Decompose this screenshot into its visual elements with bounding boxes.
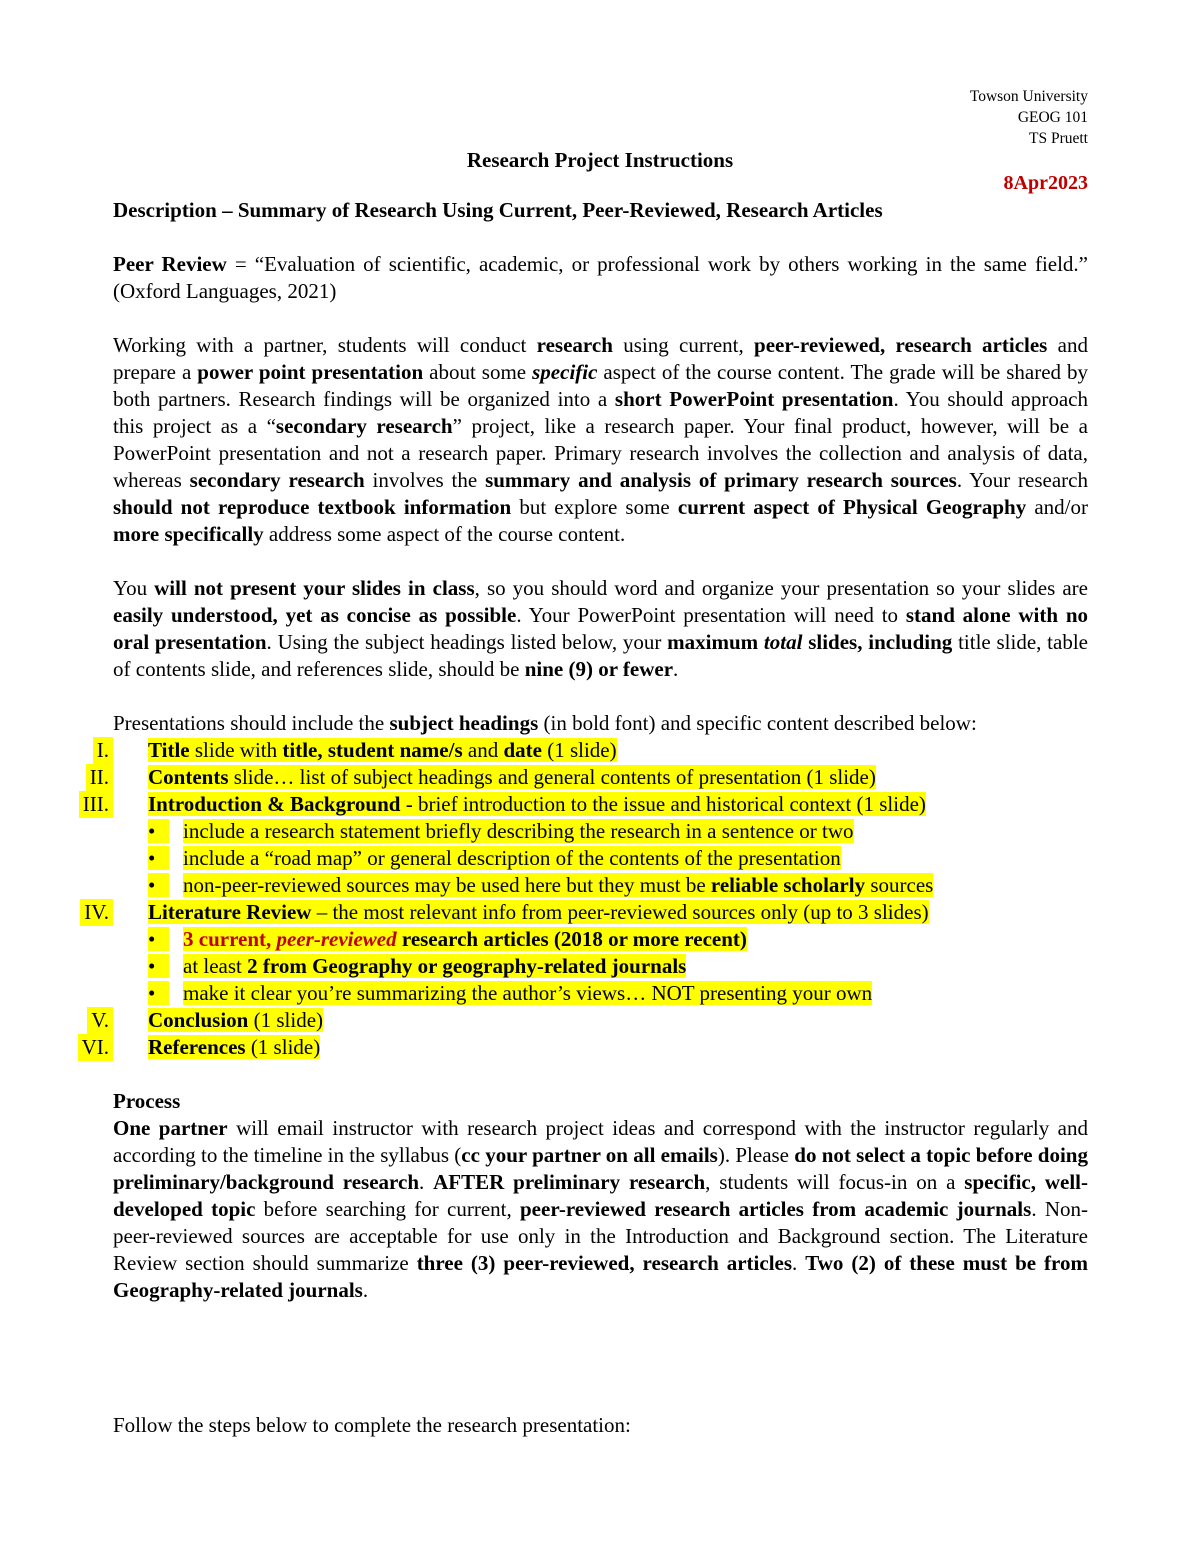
outline-item	[84, 899, 1088, 926]
text-run: slide with	[189, 738, 283, 762]
text-run: , students will focus-in on a	[705, 1170, 965, 1194]
bullet-icon: •	[148, 954, 169, 978]
text-run: (1 slide)	[245, 1035, 321, 1059]
text-run: current aspect of Physical Geography	[677, 495, 1027, 519]
text-run: . Your research	[956, 468, 1088, 492]
outline-bullet	[113, 872, 1088, 899]
text-run: summary and analysis of primary research sources	[485, 468, 957, 492]
outline-item-text	[148, 1008, 323, 1032]
outline-item-text	[148, 900, 929, 924]
text-run: but explore some	[511, 495, 678, 519]
text-run: three (3) peer-reviewed, research articles	[416, 1251, 793, 1275]
outline-item	[81, 1034, 1088, 1061]
process-paragraph	[113, 1115, 1088, 1304]
description-heading: Description – Summary of Research Using Current, Peer-Reviewed, Research Articles	[113, 198, 883, 222]
text-run: Contents	[148, 765, 229, 789]
text-run: , so you should word and organize your presentation so your slides are	[474, 576, 1088, 600]
text-run: References	[148, 1035, 246, 1059]
document-date: 8Apr2023	[1003, 172, 1088, 194]
text-run: power point presentation	[197, 360, 424, 384]
text-run: . Using the subject headings listed below, your	[266, 630, 668, 654]
bullet-text	[183, 927, 747, 951]
text-run: include a research statement briefly describing the research in a sentence or two	[183, 819, 854, 843]
text-run: One partner	[113, 1116, 228, 1140]
outline-item-text	[148, 792, 926, 816]
text-run: (1 slide)	[541, 738, 617, 762]
outline-bullet	[113, 845, 1088, 872]
peer-review-text: = “Evaluation of scientific, academic, or professional work by others working in the same field.” (Oxford Languages, 2021)	[113, 252, 1089, 303]
text-run: – the most relevant info from peer-reviewed sources only (up to 3 slides)	[311, 900, 929, 924]
process-heading: Process	[113, 1089, 181, 1113]
text-run: title slide, table of contents slide, and references slide, should be	[113, 630, 1088, 681]
outline-numeral: I.	[93, 737, 113, 764]
text-run: . Your PowerPoint presentation will need to	[516, 603, 906, 627]
bullet-text	[183, 954, 686, 978]
outline-numeral: II.	[86, 764, 113, 791]
text-run: more specifically	[113, 522, 264, 546]
text-run: sources	[865, 873, 934, 897]
text-run: stand alone with no oral presentation	[113, 603, 1088, 654]
text-run: .	[419, 1170, 434, 1194]
text-run: .	[362, 1278, 369, 1302]
text-run: do not select a topic before doing preliminary/background research	[113, 1143, 1088, 1194]
outline-item	[82, 791, 1088, 818]
text-run: peer-reviewed research articles from academic journals	[520, 1197, 1032, 1221]
text-run: nine (9) or fewer	[524, 657, 674, 681]
text-run: will email instructor with research project ideas and correspond with the instructor regularly and according to the timeline in the syllabus (	[113, 1116, 1088, 1167]
text-run: peer-reviewed	[276, 927, 397, 951]
text-run: . You should approach this project as a “	[113, 387, 1088, 438]
text-run: short PowerPoint presentation	[614, 387, 894, 411]
outline-bullet	[113, 818, 1088, 845]
text-run: include a “road map” or general description of the contents of the presentation	[183, 846, 841, 870]
outline-numeral: VI.	[78, 1034, 113, 1061]
text-run: slides, including	[802, 630, 953, 654]
bullet-icon: •	[148, 873, 169, 897]
text-run: involves the	[364, 468, 486, 492]
text-run: aspect of the course content. The grade will be shared by both partners. Research findings will be organized into a	[113, 360, 1089, 411]
document-body	[81, 197, 1089, 1439]
peer-review-term: Peer Review	[113, 252, 227, 276]
text-run: Two (2) of these must be from Geography-related journals	[113, 1251, 1088, 1302]
text-run: and/or	[1026, 495, 1088, 519]
text-run: cc your partner on all emails	[461, 1143, 718, 1167]
bullet-text	[183, 873, 933, 897]
instructor-name: TS Pruett	[1029, 130, 1088, 147]
outline-numeral: V.	[87, 1007, 113, 1034]
text-run: secondary research	[275, 414, 453, 438]
text-run: reliable scholarly	[710, 873, 866, 897]
outline-numeral: III.	[79, 791, 113, 818]
text-run: easily understood, yet as concise as possible	[113, 603, 517, 627]
text-run: peer-reviewed, research articles	[754, 333, 1048, 357]
text-run: - brief introduction to the issue and historical context (1 slide)	[400, 792, 926, 816]
bullet-icon: •	[148, 981, 169, 1005]
text-run: Literature Review	[148, 900, 312, 924]
text-run: 2 from Geography or geography-related journals	[247, 954, 687, 978]
text-run: date	[503, 738, 542, 762]
text-run: total	[763, 630, 803, 654]
header-block	[970, 86, 1088, 149]
bullet-text	[183, 981, 872, 1005]
text-run: make it clear you’re summarizing the author’s views… NOT presenting your own	[183, 981, 873, 1005]
outline-item-text	[148, 738, 617, 762]
text-run: research articles (2018 or more recent)	[396, 927, 747, 951]
outline-item	[89, 764, 1088, 791]
outline-item-text	[148, 765, 876, 789]
text-run: . Non-peer-reviewed sources are acceptable for use only in the Introduction and Background section. The Literature Review section should summarize	[113, 1197, 1088, 1275]
text-run: Presentations should include the	[113, 711, 390, 735]
text-run: ). Please	[717, 1143, 795, 1167]
text-run: Introduction & Background	[148, 792, 401, 816]
paragraph-overview	[113, 332, 1088, 548]
text-run: 3 current,	[183, 927, 277, 951]
outline-item-text	[148, 1035, 320, 1059]
institution-name: Towson University	[969, 88, 1088, 105]
text-run: address some aspect of the course content.	[263, 522, 626, 546]
outline-list	[81, 737, 1088, 1061]
text-run: using current,	[612, 333, 755, 357]
text-run: (1 slide)	[248, 1008, 324, 1032]
text-run: will not present your slides in class	[154, 576, 475, 600]
text-run: secondary research	[189, 468, 365, 492]
text-run: should not reproduce textbook information	[113, 495, 512, 519]
text-run: .	[673, 657, 679, 681]
text-run: maximum	[667, 630, 764, 654]
text-run: and	[462, 738, 504, 762]
text-run: Conclusion	[148, 1008, 249, 1032]
bullet-text	[183, 846, 841, 870]
bullet-icon: •	[148, 927, 169, 951]
text-run: specific	[532, 360, 598, 384]
text-run: Title	[148, 738, 190, 762]
text-run: title, student name/s	[282, 738, 463, 762]
text-run: AFTER preliminary research	[433, 1170, 706, 1194]
text-run: slide… list of subject headings and general contents of presentation (1 slide)	[228, 765, 876, 789]
text-run: research	[536, 333, 613, 357]
list-intro	[113, 710, 1088, 737]
peer-review-definition	[113, 251, 1088, 305]
bullet-text	[183, 819, 854, 843]
footer-line: Follow the steps below to complete the research presentation:	[113, 1413, 631, 1437]
text-run: before searching for current,	[255, 1197, 520, 1221]
outline-item	[91, 1007, 1088, 1034]
paragraph-slides	[113, 575, 1088, 683]
text-run: specific, well-developed topic	[113, 1170, 1089, 1221]
outline-bullet	[113, 926, 1088, 953]
text-run: .	[792, 1251, 806, 1275]
text-run: non-peer-reviewed sources may be used here but they must be	[183, 873, 711, 897]
text-run: Working with a partner, students will conduct	[113, 333, 537, 357]
outline-item	[96, 737, 1088, 764]
text-run: You	[113, 576, 155, 600]
outline-bullet	[113, 953, 1088, 980]
text-run: ” project, like a research paper. Your final product, however, will be a PowerPoint presentation and not a research paper. Primary research involves the collection and analysis of data, whereas	[113, 414, 1088, 492]
text-run: at least	[183, 954, 248, 978]
outline-numeral: IV.	[80, 899, 113, 926]
course-code: GEOG 101	[1017, 109, 1088, 126]
document-title: Research Project Instructions	[466, 148, 734, 172]
bullet-icon: •	[148, 846, 169, 870]
text-run: and prepare a	[113, 333, 1088, 384]
text-run: subject headings	[389, 711, 539, 735]
outline-bullet	[113, 980, 1088, 1007]
bullet-icon: •	[148, 819, 169, 843]
text-run: (in bold font) and specific content described below:	[538, 711, 977, 735]
text-run: about some	[423, 360, 533, 384]
